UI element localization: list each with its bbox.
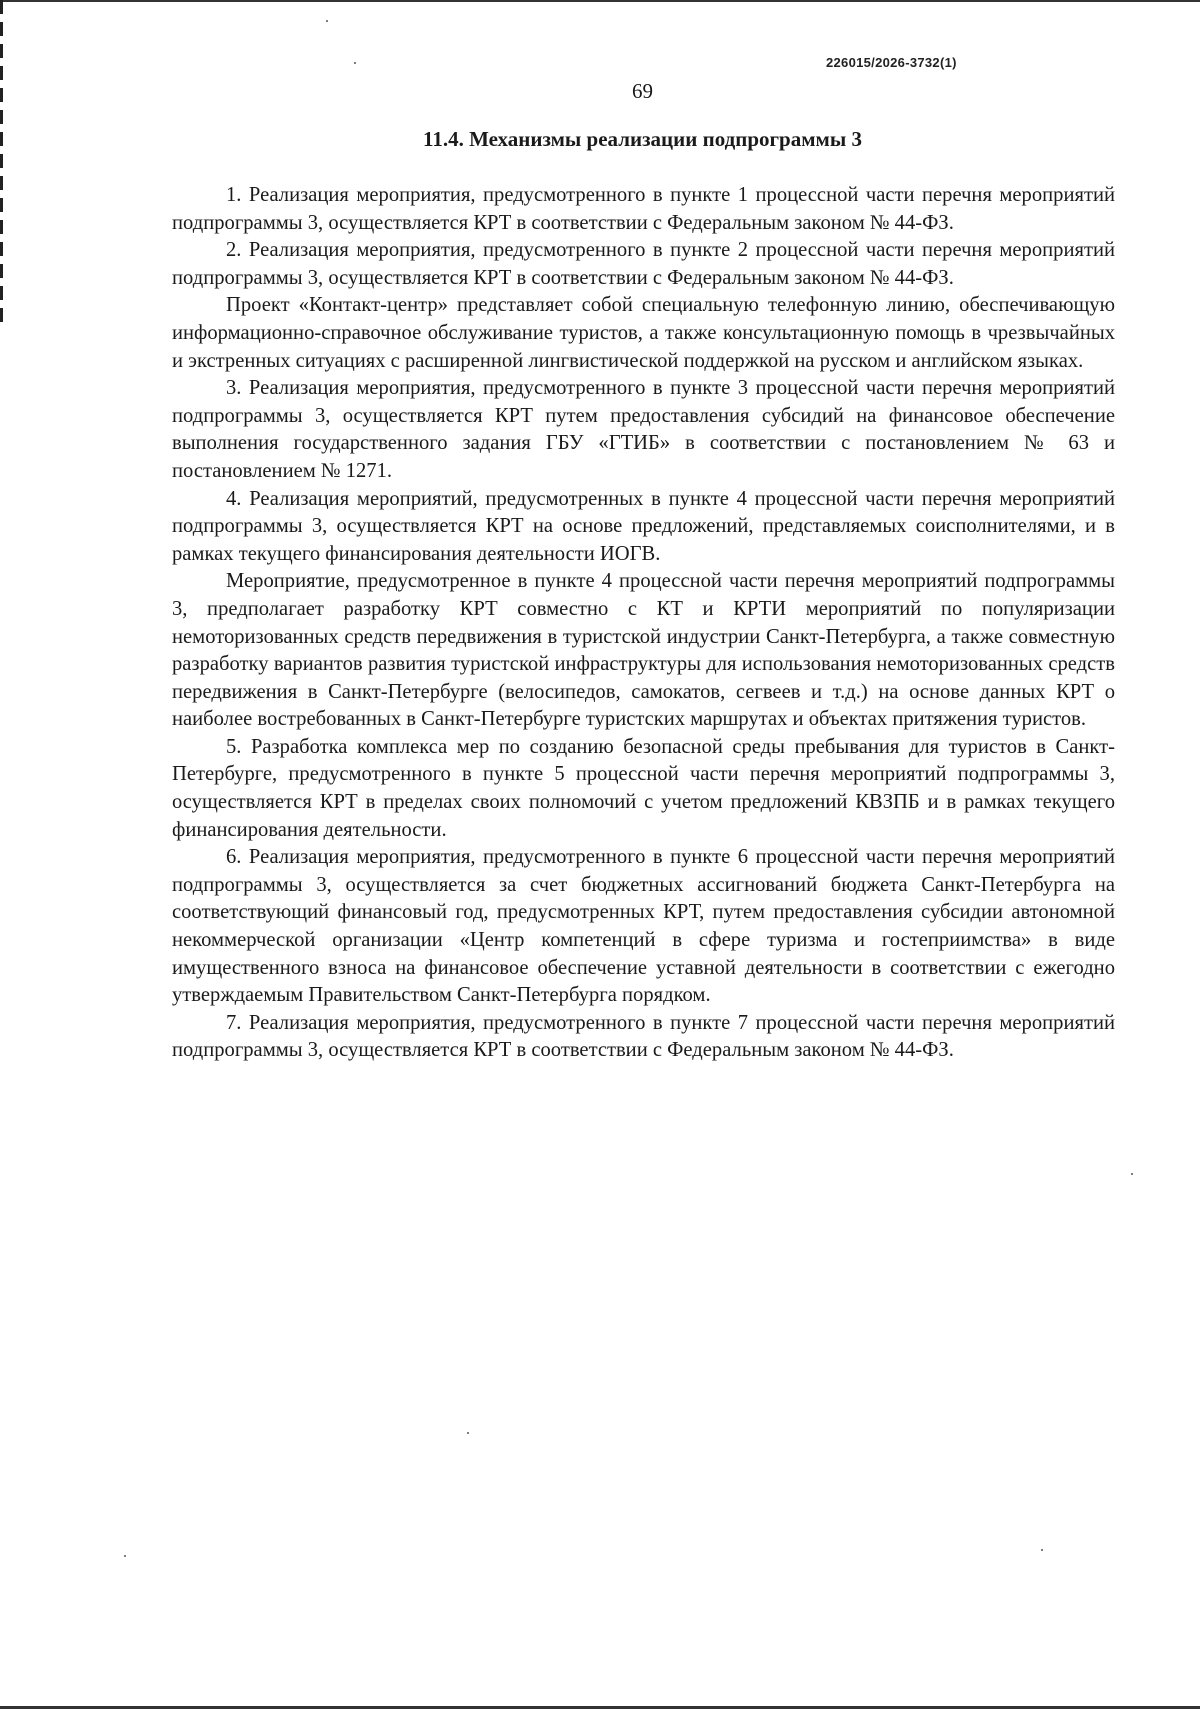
scan-speck: [467, 1432, 469, 1434]
paragraph-item-2: 2. Реализация мероприятия, предусмотренного в пункте 2 процессной части перечня мероприятий подпрограммы 3, осуществляется КРТ в соответствии с Федеральным законом № 44-ФЗ.: [172, 239, 1115, 289]
paragraph-item-4-details: Мероприятие, предусмотренное в пункте 4 процессной части перечня мероприятий подпрограммы 3, предполагает разработку КРТ совместно с КТ и КРТИ мероприятий по популяризации немоторизованных средств передвижения в туристской индустрии Санкт-Петербурга, а также совместную разработку вариантов развития туристской инфраструктуры для использования немоторизованных средств передвижения в Санкт-Петербурге (велосипедов, самокатов, сегвеев и т.д.) на основе данных КРТ о наиболее востребованных в Санкт-Петербурге туристских маршрутах и объектах притяжения туристов.: [172, 570, 1115, 731]
document-body: [172, 182, 1115, 1065]
page-number: 69: [632, 79, 653, 103]
paragraph-item-5: 5. Разработка комплекса мер по созданию безопасной среды пребывания для туристов в Санкт-Петербурге, предусмотренного в пункте 5 процессной части перечня мероприятий подпрограммы 3, осуществляется КРТ в пределах своих полномочий с учетом предложений КВЗПБ и в рамках текущего финансирования деятельности.: [172, 735, 1115, 841]
paragraph-item-4: 4. Реализация мероприятий, предусмотренных в пункте 4 процессной части перечня мероприятий подпрограммы 3, осуществляется КРТ на основе предложений, представляемых соисполнителями, и в рамках текущего финансирования деятельности ИОГВ.: [172, 487, 1115, 565]
paragraph-item-7: 7. Реализация мероприятия, предусмотренного в пункте 7 процессной части перечня мероприятий подпрограммы 3, осуществляется КРТ в соответствии с Федеральным законом № 44-ФЗ.: [172, 1011, 1115, 1062]
paragraph-item-6: 6. Реализация мероприятия, предусмотренного в пункте 6 процессной части перечня мероприятий подпрограммы 3, осуществляется за счет бюджетных ассигнований бюджета Санкт-Петербурга на соответствующий финансовый год, предусмотренных КРТ, путем предоставления субсидии автономной некоммерческой организации «Центр компетенций в сфере туризма и гостеприимства» в виде имущественного взноса на финансовое обеспечение уставной деятельности в соответствии с ежегодно утверждаемым Правительством Санкт-Петербурга порядком.: [172, 846, 1115, 1007]
scan-border-left: [0, 0, 3, 330]
paragraph-item-1: 1. Реализация мероприятия, предусмотренного в пункте 1 процессной части перечня мероприятий подпрограммы 3, осуществляется КРТ в соответствии с Федеральным законом № 44-ФЗ.: [172, 184, 1115, 234]
scan-speck: [1041, 1549, 1043, 1551]
scan-speck: [1131, 1173, 1133, 1175]
scan-speck: [354, 62, 356, 64]
paragraph-contact-center: Проект «Контакт-центр» представляет собой специальную телефонную линию, обеспечивающую информационно-справочное обслуживание туристов, а также консультационную помощь в чрезвычайных и экстренных ситуациях с расширенной лингвистической поддержкой на русском и английском языках.: [172, 294, 1115, 372]
scan-border-top: [0, 0, 1200, 2]
scan-speck: [124, 1555, 126, 1557]
section-title: 11.4. Механизмы реализации подпрограммы 3: [423, 127, 862, 151]
scan-speck: [326, 20, 328, 22]
paragraph-item-3: 3. Реализация мероприятия, предусмотренного в пункте 3 процессной части перечня мероприятий подпрограммы 3, осуществляется КРТ путем предоставления субсидий на финансовое обеспечение выполнения государственного задания ГБУ «ГТИБ» в соответствии с постановлением № 63 и постановлением № 1271.: [172, 377, 1115, 482]
document-registration-number: 226015/2026-3732(1): [826, 55, 957, 70]
